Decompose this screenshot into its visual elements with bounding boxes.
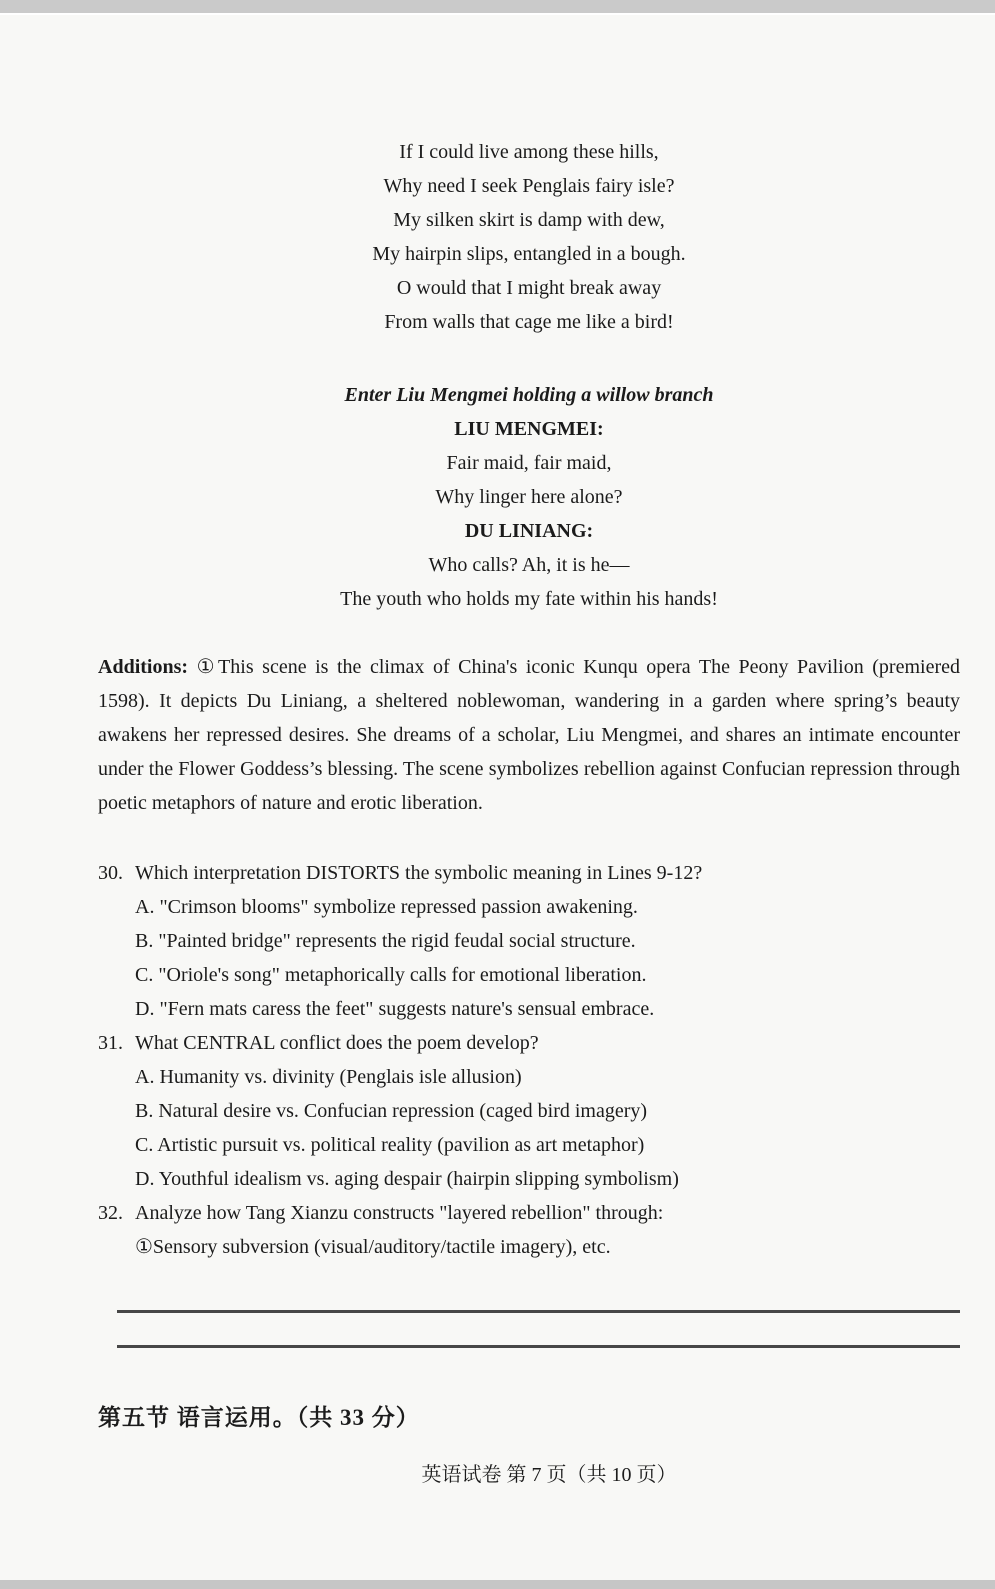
dialogue-line: Who calls? Ah, it is he— [428, 554, 630, 576]
question-text: What CENTRAL conflict does the poem develop? [135, 1032, 539, 1054]
question-head [98, 856, 960, 890]
question-head [98, 1026, 960, 1060]
poem-block [98, 135, 960, 339]
additions-label: Additions: [98, 656, 189, 678]
question-option: C. Artistic pursuit vs. political reality (pavilion as art metaphor) [135, 1134, 645, 1156]
question-option: B. "Painted bridge" represents the rigid feudal social structure. [135, 930, 636, 952]
questions-block [98, 856, 960, 1264]
speaker-name: LIU MENGMEI: [454, 418, 604, 440]
section-header: 第五节 语言运用。（共 33 分） [98, 1405, 420, 1430]
question-number: 32. [98, 1202, 123, 1224]
dialogue-line: The youth who holds my fate within his hands! [340, 588, 718, 610]
drama-block [98, 378, 960, 616]
question-option: ①Sensory subversion (visual/auditory/tactile imagery), etc. [135, 1236, 611, 1258]
additions-text: ①This scene is the climax of China's iconic Kunqu opera The Peony Pavilion (premiered 1598). It depicts Du Liniang, a sheltered noblewoman, wandering in a garden where spring’s beauty awakens her repressed desires. She dreams of a scholar, Liu Mengmei, and shares an intimate encounter under the Flower Goddess’s blessing. The scene symbolizes rebellion against Confucian repression through poetic metaphors of nature and erotic liberation. [98, 656, 960, 814]
poem-line: Why need I seek Penglais fairy isle? [383, 175, 675, 197]
question-number: 30. [98, 862, 123, 884]
answer-blank-line [117, 1313, 960, 1348]
question-option: A. Humanity vs. divinity (Penglais isle allusion) [135, 1066, 522, 1088]
poem-line: O would that I might break away [396, 277, 662, 299]
question-option: A. "Crimson blooms" symbolize repressed passion awakening. [135, 896, 638, 918]
question-item [98, 1196, 960, 1264]
poem-line: My silken skirt is damp with dew, [393, 209, 665, 231]
question-option: C. "Oriole's song" metaphorically calls for emotional liberation. [135, 964, 647, 986]
question-head [98, 1196, 960, 1230]
drama-lines [98, 412, 960, 616]
dialogue-line: Why linger here alone? [435, 486, 623, 508]
poem-line: From walls that cage me like a bird! [384, 311, 674, 333]
poem-line: My hairpin slips, entangled in a bough. [372, 243, 686, 265]
question-number: 31. [98, 1032, 123, 1054]
dialogue-line: Fair maid, fair maid, [446, 452, 612, 474]
speaker-name: DU LINIANG: [464, 520, 594, 542]
bottom-border-band [0, 1580, 995, 1589]
page-footer: 英语试卷 第 7 页（共 10 页） [421, 1464, 677, 1486]
answer-lines-area [98, 1278, 960, 1348]
question-option: B. Natural desire vs. Confucian repression (caged bird imagery) [135, 1100, 648, 1122]
question-item [98, 856, 960, 1026]
question-text: Which interpretation DISTORTS the symbolic meaning in Lines 9-12? [135, 862, 703, 884]
question-text: Analyze how Tang Xianzu constructs "layered rebellion" through: [135, 1202, 664, 1224]
stage-direction: Enter Liu Mengmei holding a willow branch [344, 384, 714, 406]
additions-paragraph [98, 650, 960, 820]
question-option: D. Youthful idealism vs. aging despair (hairpin slipping symbolism) [135, 1168, 679, 1190]
question-item [98, 1026, 960, 1196]
answer-blank-line [117, 1278, 960, 1313]
page-content [98, 13, 960, 1490]
question-option: D. "Fern mats caress the feet" suggests nature's sensual embrace. [135, 998, 655, 1020]
poem-line: If I could live among these hills, [399, 141, 659, 163]
